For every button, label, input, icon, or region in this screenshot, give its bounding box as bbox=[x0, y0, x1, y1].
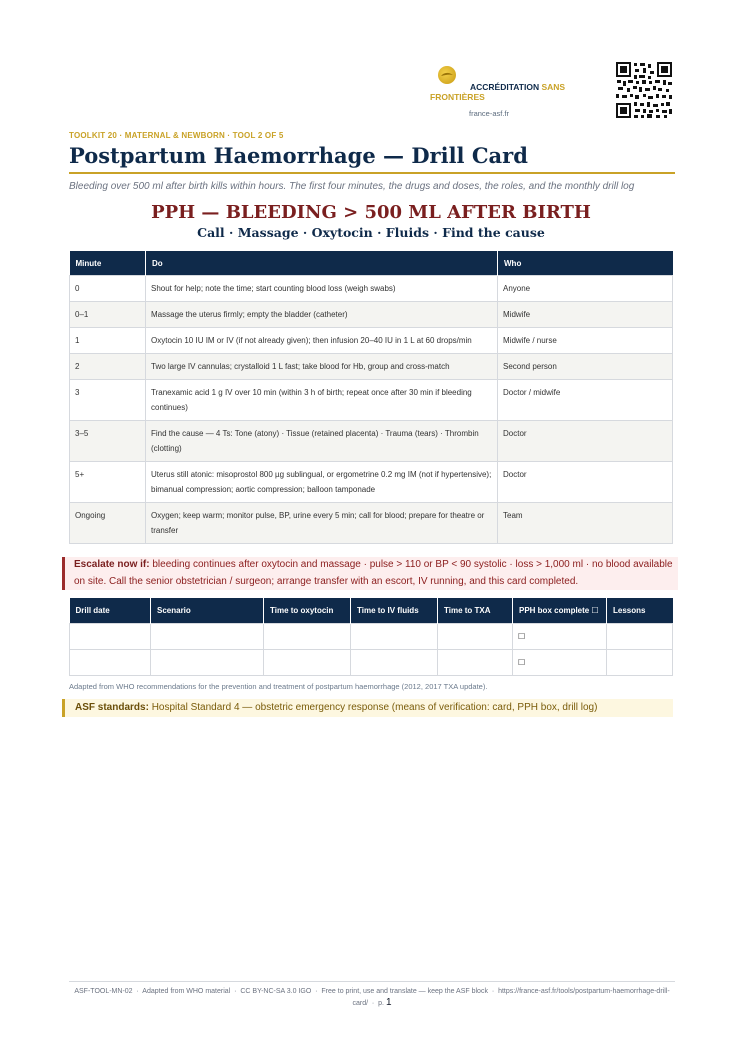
step-action: Massage the uterus firmly; empty the bladder (catheter) bbox=[146, 302, 498, 328]
table-row bbox=[70, 650, 673, 676]
drill-oxytocin-cell[interactable] bbox=[264, 624, 351, 650]
footer-code: ASF-TOOL-MN-02 bbox=[74, 988, 133, 995]
table-row bbox=[70, 328, 673, 354]
drill-lessons-cell[interactable] bbox=[607, 624, 673, 650]
drill-date-cell[interactable] bbox=[70, 650, 151, 676]
drill-header-lessons: Lessons bbox=[607, 598, 673, 624]
footer-url[interactable]: https://france-asf.fr/tools/postpartum-haemorrhage-drill-card/ bbox=[352, 988, 670, 1007]
drill-header-pph-box: PPH box complete ☐ bbox=[513, 598, 607, 624]
step-action: Shout for help; note the time; start counting blood loss (weigh swabs) bbox=[146, 276, 498, 302]
drill-oxytocin-cell[interactable] bbox=[264, 650, 351, 676]
step-minute: 1 bbox=[70, 328, 146, 354]
source-note: Adapted from WHO recommendations for the prevention and treatment of postpartum haemorrhage (2012, 2017 TXA update). bbox=[69, 682, 488, 691]
table-row bbox=[70, 421, 673, 462]
pph-box-checkbox[interactable]: ☐ bbox=[513, 624, 607, 650]
table-row bbox=[70, 302, 673, 328]
page-number: 1 bbox=[385, 997, 392, 1008]
step-role: Doctor bbox=[498, 421, 673, 462]
step-action: Oxytocin 10 IU IM or IV (if not already given); then infusion 20–40 IU in 1 L at 60 drops/min bbox=[146, 328, 498, 354]
drill-txa-cell[interactable] bbox=[438, 650, 513, 676]
drill-log-table bbox=[69, 598, 673, 676]
step-action: Find the cause — 4 Ts: Tone (atony) · Tissue (retained placenta) · Trauma (tears) · Thrombin (clotting) bbox=[146, 421, 498, 462]
drill-header-scenario: Scenario bbox=[151, 598, 264, 624]
page-title: Postpartum Haemorrhage — Drill Card bbox=[69, 143, 528, 168]
table-row bbox=[70, 354, 673, 380]
standards-label: ASF standards: bbox=[75, 702, 149, 713]
drill-iv-fluids-cell[interactable] bbox=[351, 624, 438, 650]
step-role: Team bbox=[498, 503, 673, 544]
step-role: Anyone bbox=[498, 276, 673, 302]
drill-header-date: Drill date bbox=[70, 598, 151, 624]
brand-site: france-asf.fr bbox=[469, 109, 510, 118]
footer-adapted: Adapted from WHO material bbox=[142, 988, 231, 995]
step-minute: 3–5 bbox=[70, 421, 146, 462]
drill-header-oxytocin: Time to oxytocin bbox=[264, 598, 351, 624]
drill-lessons-cell[interactable] bbox=[607, 650, 673, 676]
table-row bbox=[70, 380, 673, 421]
steps-header-row bbox=[70, 251, 673, 276]
escalation-callout bbox=[62, 557, 678, 590]
step-role: Doctor / midwife bbox=[498, 380, 673, 421]
standards-callout bbox=[62, 699, 673, 717]
step-action: Uterus still atonic: misoprostol 800 µg sublingual, or ergometrine 0.2 mg IM (not if hypertensive); bimanual compression; aortic compression; balloon tamponade bbox=[146, 462, 498, 503]
title-divider bbox=[69, 172, 675, 174]
step-minute: 3 bbox=[70, 380, 146, 421]
drill-scenario-cell[interactable] bbox=[151, 650, 264, 676]
drill-scenario-cell[interactable] bbox=[151, 624, 264, 650]
drill-date-cell[interactable] bbox=[70, 624, 151, 650]
standards-text: Hospital Standard 4 — obstetric emergency response (means of verification: card, PPH box, drill log) bbox=[151, 702, 598, 713]
drill-iv-fluids-cell[interactable] bbox=[351, 650, 438, 676]
alert-title: PPH — BLEEDING > 500 ML AFTER BIRTH bbox=[151, 202, 591, 223]
steps-header-minute: Minute bbox=[70, 251, 146, 276]
footer-license: CC BY-NC-SA 3.0 IGO bbox=[240, 988, 312, 995]
table-row bbox=[70, 276, 673, 302]
step-action: Tranexamic acid 1 g IV over 10 min (within 3 h of birth; repeat once after 30 min if bleeding continues) bbox=[146, 380, 498, 421]
qr-code-icon bbox=[616, 62, 672, 118]
step-minute: 5+ bbox=[70, 462, 146, 503]
drill-header-row bbox=[70, 598, 673, 624]
escalation-text: bleeding continues after oxytocin and massage · pulse > 110 or BP < 90 systolic · loss > 1,000 ml · no blood available on site. Call the senior obstetrician / surgeon; arrange transfer with an escort, IV running, and this card completed. bbox=[74, 559, 673, 587]
step-action: Two large IV cannulas; crystalloid 1 L fast; take blood for Hb, group and cross-match bbox=[146, 354, 498, 380]
table-row bbox=[70, 624, 673, 650]
step-action: Oxygen; keep warm; monitor pulse, BP, urine every 5 min; call for blood; prepare for theatre or transfer bbox=[146, 503, 498, 544]
brand-name: ACCRÉDITATION SANS FRONTIÈRES bbox=[430, 82, 566, 102]
steps-header-who: Who bbox=[498, 251, 673, 276]
steps-table bbox=[69, 251, 673, 544]
footer-terms: Free to print, use and translate — keep the ASF block bbox=[321, 988, 488, 995]
step-role: Midwife / nurse bbox=[498, 328, 673, 354]
drill-header-iv-fluids: Time to IV fluids bbox=[351, 598, 438, 624]
drill-txa-cell[interactable] bbox=[438, 624, 513, 650]
step-minute: 2 bbox=[70, 354, 146, 380]
footer-page-prefix: p. bbox=[378, 1000, 384, 1007]
table-row bbox=[70, 503, 673, 544]
steps-header-do: Do bbox=[146, 251, 498, 276]
table-row bbox=[70, 462, 673, 503]
step-role: Second person bbox=[498, 354, 673, 380]
toolkit-kicker: TOOLKIT 20 · MATERNAL & NEWBORN · TOOL 2 OF 5 bbox=[69, 131, 284, 140]
alert-subtitle: Call · Massage · Oxytocin · Fluids · Find the cause bbox=[197, 225, 545, 240]
escalation-label: Escalate now if: bbox=[74, 559, 150, 570]
step-role: Midwife bbox=[498, 302, 673, 328]
step-minute: 0–1 bbox=[70, 302, 146, 328]
footer-divider bbox=[69, 981, 675, 982]
step-role: Doctor bbox=[498, 462, 673, 503]
page-footer: ASF-TOOL-MN-02 · Adapted from WHO material · CC BY-NC-SA 3.0 IGO · Free to print, use and translate — keep the ASF block · https://france-asf.fr/tools/postpartum-haemorrhage-drill-card/ · p. 1 bbox=[74, 988, 670, 1008]
drill-header-txa: Time to TXA bbox=[438, 598, 513, 624]
step-minute: 0 bbox=[70, 276, 146, 302]
step-minute: Ongoing bbox=[70, 503, 146, 544]
page-subtitle: Bleeding over 500 ml after birth kills within hours. The first four minutes, the drugs and doses, the roles, and the monthly drill log bbox=[69, 181, 635, 192]
pph-box-checkbox[interactable]: ☐ bbox=[513, 650, 607, 676]
